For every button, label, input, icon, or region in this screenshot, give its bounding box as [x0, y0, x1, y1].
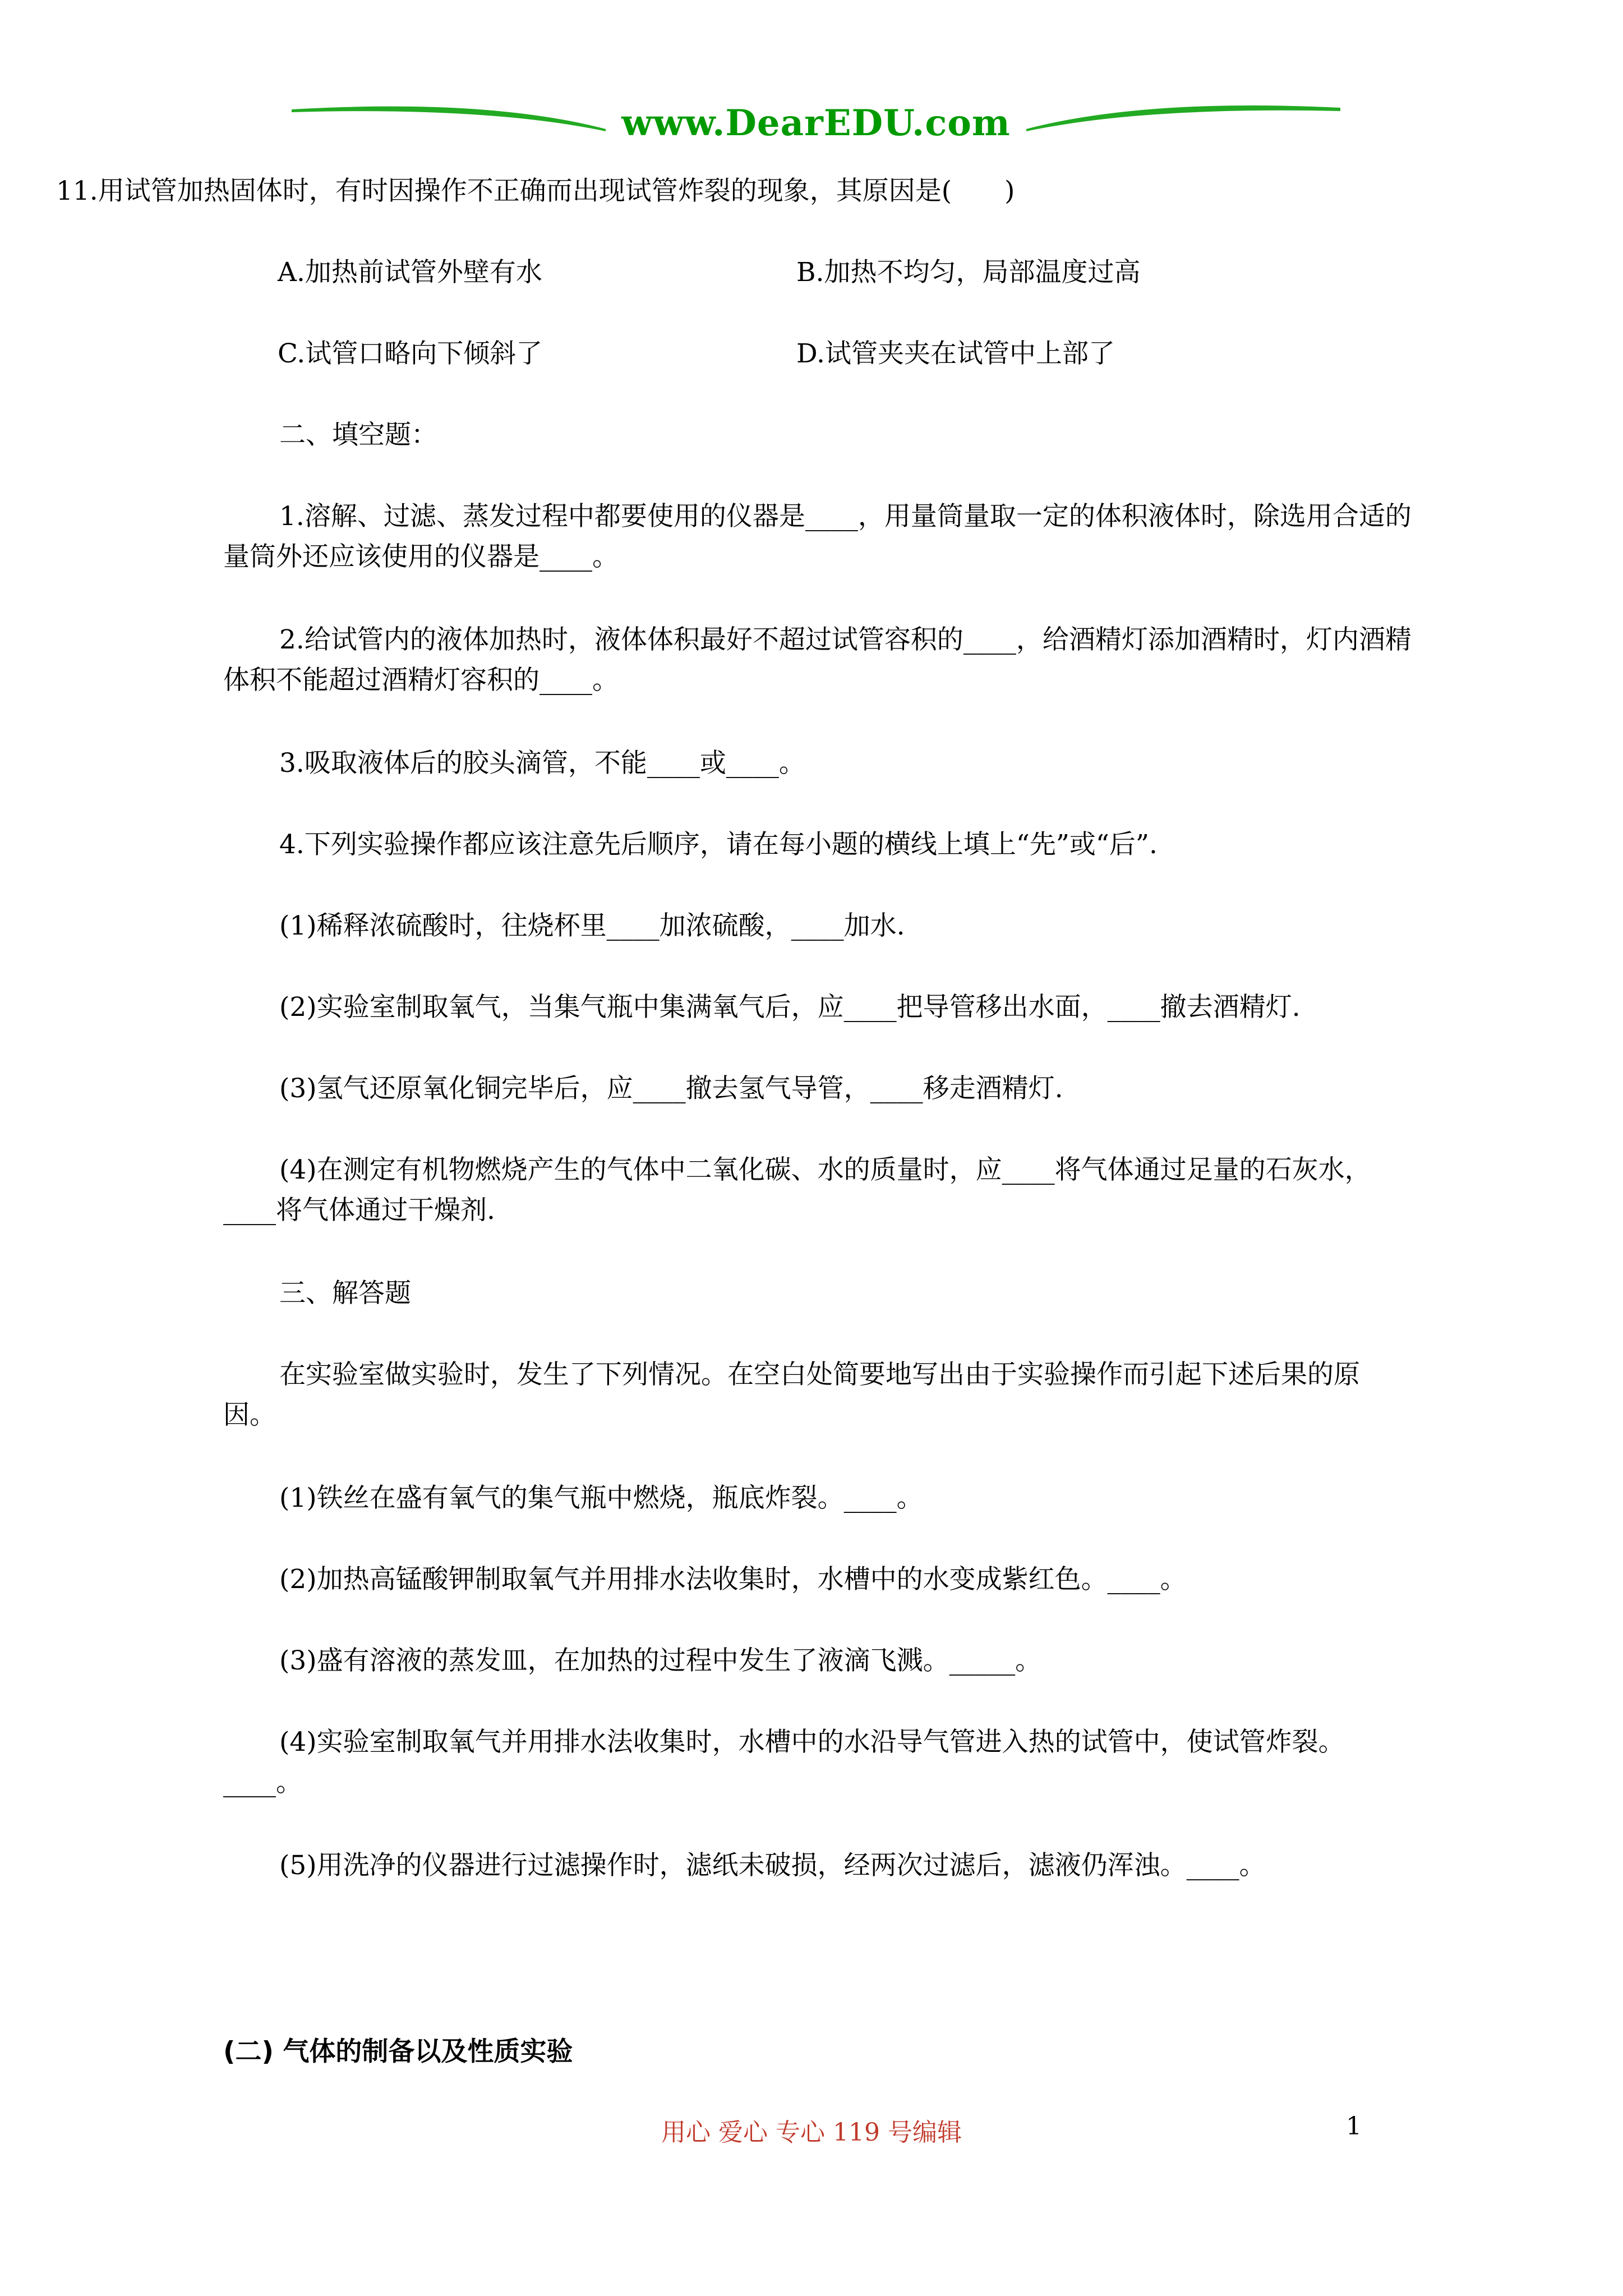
fill-q3: 3.吸取液体后的胶头滴管，不能____或____。	[279, 748, 805, 779]
fill-q4-3: (3)氢气还原氧化铜完毕后，应____撤去氢气导管，____移走酒精灯.	[279, 1073, 1063, 1104]
q11-stem: 11.用试管加热固体时，有时因操作不正确而出现试管炸裂的现象，其原因是( )	[56, 176, 1015, 206]
page-number: 1	[1346, 2112, 1362, 2141]
footer-text: 用心 爱心 专心 119 号编辑	[661, 2118, 962, 2147]
fill-q4: 4.下列实验操作都应该注意先后顺序，请在每小题的横线上填上“先”或“后”.	[279, 829, 1158, 860]
fill-q4-4: (4)在测定有机物燃烧产生的气体中二氧化碳、水的质量时，应____将气体通过足量的石灰水，____将气体通过干燥剂.	[223, 1154, 1371, 1226]
answer-item-4: (4)实验室制取氧气并用排水法收集时，水槽中的水沿导气管进入热的试管中，使试管炸裂。____。	[223, 1727, 1345, 1798]
answer-item-2: (2)加热高锰酸钾制取氧气并用排水法收集时，水槽中的水变成紫红色。____。	[279, 1564, 1187, 1595]
answer-item-5: (5)用洗净的仪器进行过滤操作时，滤纸未破损，经两次过滤后，滤液仍浑浊。____。	[279, 1850, 1266, 1881]
answer-intro: 在实验室做实验时，发生了下列情况。在空白处简要地写出由于实验操作而引起下述后果的原因。	[223, 1359, 1360, 1430]
q11-option-c: C.试管口略向下倾斜了	[278, 338, 543, 369]
site-logo-text: www.DearEDU.com	[621, 102, 1011, 144]
fill-q1: 1.溶解、过滤、蒸发过程中都要使用的仪器是____，用量筒量取一定的体积液体时，除选用合适的量筒外还应该使用的仪器是____。	[223, 501, 1412, 572]
fill-q4-1: (1)稀释浓硫酸时，往烧杯里____加浓硫酸，____加水.	[279, 910, 905, 941]
q11-option-a: A.加热前试管外壁有水	[278, 257, 542, 288]
fill-q2: 2.给试管内的液体加热时，液体体积最好不超过试管容积的____，给酒精灯添加酒精时，灯内酒精体积不能超过酒精灯容积的____。	[223, 624, 1412, 696]
answer-heading: 三、解答题	[279, 1278, 411, 1309]
answer-item-3: (3)盛有溶液的蒸发皿，在加热的过程中发生了液滴飞溅。_____。	[279, 1645, 1042, 1676]
header-logo	[292, 95, 1340, 157]
section2-title: (二) 气体的制备以及性质实验	[223, 2036, 573, 2067]
fill-q4-2: (2)实验室制取氧气，当集气瓶中集满氧气后，应____把导管移出水面，____撤去酒精灯.	[279, 992, 1301, 1023]
answer-item-1: (1)铁丝在盛有氧气的集气瓶中燃烧，瓶底炸裂。____。	[279, 1483, 923, 1513]
q11-option-b: B.加热不均匀，局部温度过高	[796, 257, 1141, 288]
fill-heading: 二、填空题：	[279, 420, 437, 450]
q11-option-d: D.试管夹夹在试管中上部了	[796, 338, 1115, 369]
